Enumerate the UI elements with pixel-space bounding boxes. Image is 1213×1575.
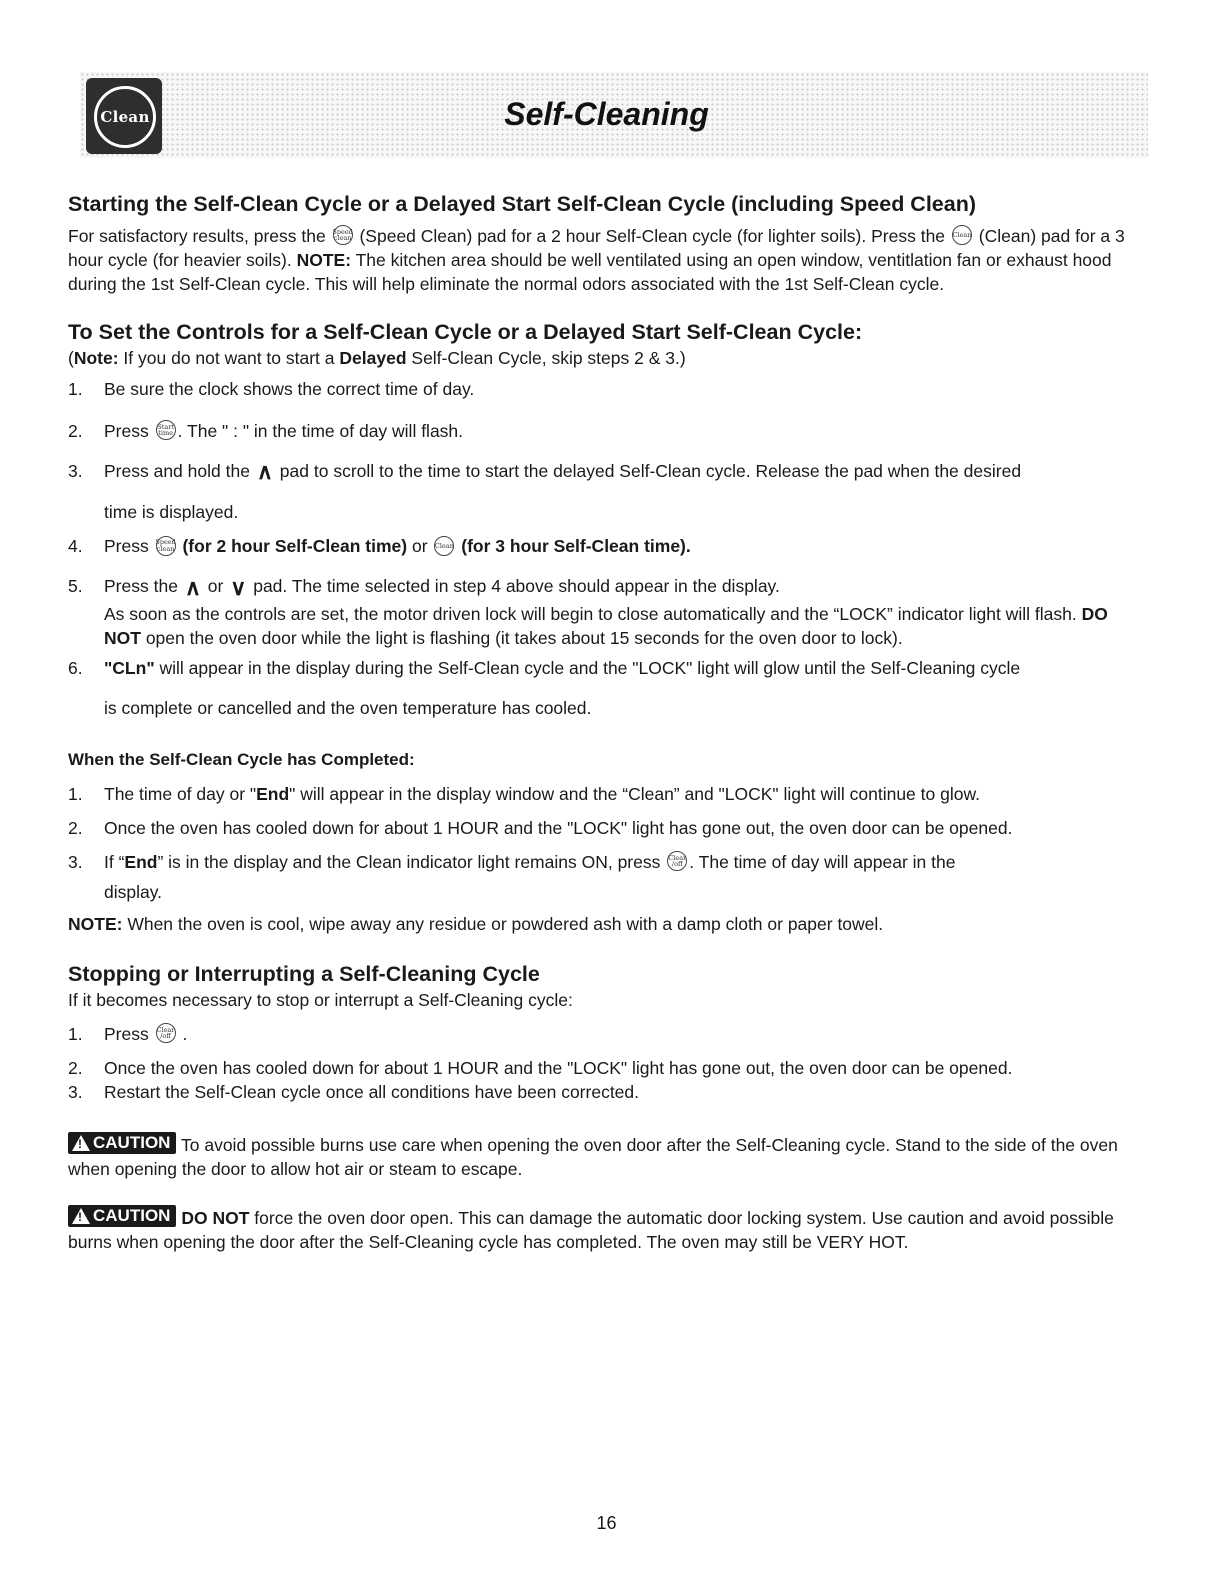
clear-off-pad-icon: Clear /off bbox=[667, 851, 687, 871]
list-item: 2. Press Start time . The " : " in the time of day will flash. bbox=[68, 421, 464, 441]
clean-logo-text: Clean bbox=[94, 86, 156, 148]
speed-clean-pad-icon: Speed clean bbox=[156, 536, 176, 556]
text: For satisfactory results, press the bbox=[68, 226, 326, 246]
list-item: 1. The time of day or "End" will appear in the display window and the “Clean” and "LOCK" light will continue to glow. bbox=[68, 783, 980, 804]
text: time is displayed. bbox=[104, 502, 239, 523]
text: display. bbox=[104, 881, 163, 902]
stopping-steps bbox=[68, 1022, 1148, 1104]
list-item: 4. Press Speed clean (for 2 hour Self-Clean time) or Clean (for 3 hour Self-Clean time). bbox=[68, 536, 691, 557]
up-arrow-icon: ∧ bbox=[256, 459, 273, 485]
text: (Speed Clean) pad for a 2 hour Self-Clean cycle (for lighter soils). Press the bbox=[359, 226, 946, 246]
ash-note: NOTE: When the oven is cool, wipe away any residue or powdered ash with a damp cloth or paper towel. bbox=[68, 913, 884, 934]
caution-burns: ! CAUTION To avoid possible burns use care when opening the oven door after the Self-Cleaning cycle. Stand to the side of the oven when opening the door to allow hot air or steam to escape. bbox=[68, 1132, 1148, 1181]
list-item: 3. Restart the Self-Clean cycle once all conditions have been corrected. bbox=[68, 1081, 640, 1102]
down-arrow-icon: ∨ bbox=[230, 574, 247, 600]
list-item: 3. If “End” is in the display and the Clean indicator light remains ON, press Clear /off . The time of day will appear in the display. bbox=[68, 850, 1148, 904]
clear-off-pad-icon: Clear /off bbox=[156, 1023, 176, 1043]
page-number: 16 bbox=[596, 1513, 617, 1533]
section-heading-stopping: Stopping or Interrupting a Self-Cleaning Cycle bbox=[68, 961, 540, 986]
list-item: 1. Be sure the clock shows the correct time of day. bbox=[68, 379, 475, 399]
list-item: 1. Press Clear /off . bbox=[68, 1023, 188, 1044]
start-time-pad-icon: Start time bbox=[156, 420, 176, 440]
section-heading-set-controls: To Set the Controls for a Self-Clean Cycle or a Delayed Start Self-Clean Cycle: bbox=[68, 320, 863, 344]
text: is complete or cancelled and the oven temperature has cooled. bbox=[104, 697, 592, 718]
section-heading-starting: Starting the Self-Clean Cycle or a Delayed Start Self-Clean Cycle (including Speed Clean) bbox=[68, 192, 977, 216]
page-content bbox=[68, 190, 1148, 1254]
text: The kitchen area should be well ventilated using an open window, ventitlation fan or exhaust hood during the 1st Self-Clean cycle. This will help eliminate the normal odors associated with the 1st Self-Clean cycle. bbox=[68, 250, 1112, 294]
up-arrow-icon: ∧ bbox=[184, 574, 201, 600]
caution-badge: ! CAUTION bbox=[68, 1132, 176, 1154]
note-label: NOTE: bbox=[296, 250, 352, 270]
page-title: Self-Cleaning bbox=[504, 96, 709, 132]
caution-force: ! CAUTION DO NOT force the oven door open. This can damage the automatic door locking system. Use caution and avoid possible burns when opening the door after the Self-Cleaning cycle has completed. The oven may still be VERY HOT. bbox=[68, 1205, 1148, 1254]
skip-note: (Note: If you do not want to start a Delayed Self-Clean Cycle, skip steps 2 & 3.) bbox=[68, 348, 686, 368]
list-item: 3. Press and hold the ∧ pad to scroll to the time to start the delayed Self-Clean cycle. Release the pad when the desired time is displayed. bbox=[68, 459, 1148, 524]
list-item: 5. Press the ∧ or ∨ pad. The time selected in step 4 above should appear in the display. As soon as the controls are set, the motor driven lock will begin to close automatically and the “LOCK” indicator light will flash. DO NOT open the oven door while the light is flashing (it takes about 15 seconds for the oven door to lock). bbox=[68, 574, 1148, 649]
caution-badge: ! CAUTION bbox=[68, 1205, 176, 1227]
speed-clean-pad-icon: Speed clean bbox=[333, 225, 353, 245]
warning-triangle-icon bbox=[72, 1135, 90, 1151]
step-5-detail: As soon as the controls are set, the motor driven lock will begin to close automatically and the “LOCK” indicator light will flash. DO NOT open the oven door while the light is flashing (it takes about 15 seconds for the oven door to lock). bbox=[104, 603, 1108, 648]
stopping-intro: If it becomes necessary to stop or interrupt a Self-Cleaning cycle: bbox=[68, 989, 573, 1010]
clean-pad-icon: Clean bbox=[952, 225, 972, 245]
intro-paragraph bbox=[68, 224, 1148, 296]
warning-triangle-icon bbox=[72, 1208, 90, 1224]
list-item: 6. "CLn" will appear in the display during the Self-Clean cycle and the "LOCK" light will glow until the Self-Cleaning cycle is complete or cancelled and the oven temperature has cooled. bbox=[68, 656, 1148, 720]
set-controls-steps bbox=[68, 377, 1148, 720]
list-item: 2. Once the oven has cooled down for about 1 HOUR and the "LOCK" light has gone out, the oven door can be opened. bbox=[68, 1057, 1013, 1078]
clean-pad-icon: Clean bbox=[434, 536, 454, 556]
text: (Clean) pad for a 3 hour cycle (for heavier soils). bbox=[68, 226, 1125, 270]
list-item: 2. Once the oven has cooled down for about 1 HOUR and the "LOCK" light has gone out, the oven door can be opened. bbox=[68, 817, 1013, 838]
completed-steps bbox=[68, 782, 1148, 904]
section-heading-completed: When the Self-Clean Cycle has Completed: bbox=[68, 749, 415, 769]
